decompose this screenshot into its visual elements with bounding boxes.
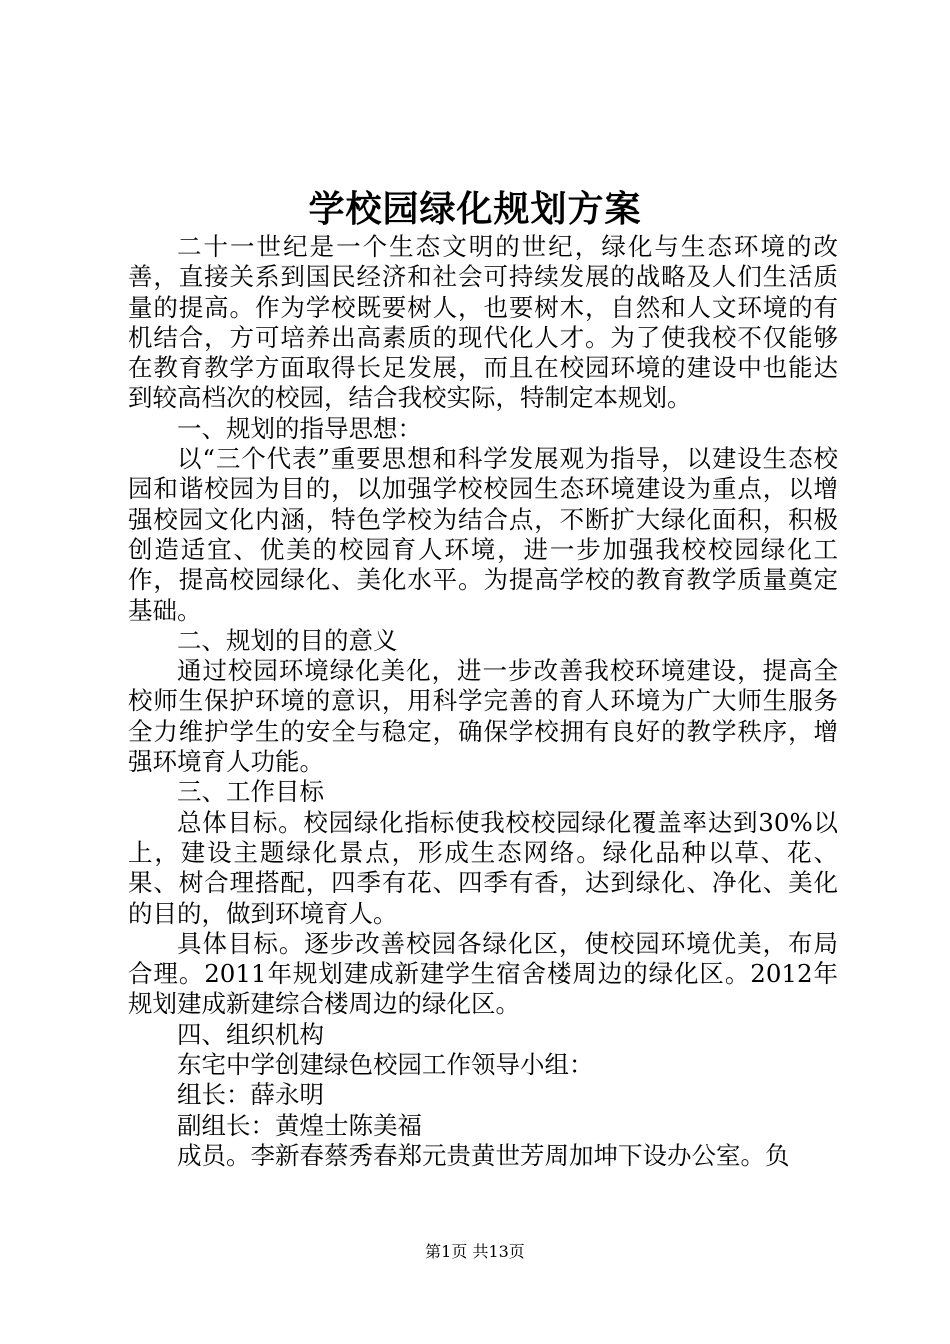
paragraph-group-leader: 组长：薛永明	[177, 1080, 324, 1110]
document-title: 学校园绿化规划方案	[308, 188, 642, 230]
section-heading-organization: 四、组织机构	[177, 1019, 324, 1049]
paragraph-deputy-leader: 副组长：黄煌士陈美福	[177, 1110, 422, 1140]
section-heading-guiding-ideology: 一、规划的指导思想：	[177, 413, 422, 443]
paragraph-guiding-ideology: 以“三个代表”重要思想和科学发展观为指导，以建设生态校园和谐校园为目的，以加强学校校园生态环境建设为重点，以增强校园文化内涵，特色学校为结合点，不断扩大绿化面积，积极创造适宜、优美的校园育人环境，进一步加强我校校园绿化工作，提高校园绿化、美化水平。为提高学校的教育教学质量奠定基础。	[128, 444, 838, 625]
section-heading-goals: 三、工作目标	[177, 777, 324, 807]
document-body	[128, 232, 838, 1171]
paragraph-specific-goal: 具体目标。逐步改善校园各绿化区，使校园环境优美，布局合理。2011年规划建成新建学生宿舍楼周边的绿化区。2012年规划建成新建综合楼周边的绿化区。	[128, 928, 838, 1019]
paragraph-intro: 二十一世纪是一个生态文明的世纪，绿化与生态环境的改善，直接关系到国民经济和社会可持续发展的战略及人们生活质量的提高。作为学校既要树人，也要树木，自然和人文环境的有机结合，方可培养出高素质的现代化人才。为了使我校不仅能够在教育教学方面取得长足发展，而且在校园环境的建设中也能达到较高档次的校园，结合我校实际，特制定本规划。	[128, 232, 838, 413]
paragraph-purpose: 通过校园环境绿化美化，进一步改善我校环境建设，提高全校师生保护环境的意识，用科学完善的育人环境为广大师生服务全力维护学生的安全与稳定，确保学校拥有良好的教学秩序，增强环境育人功能。	[128, 656, 838, 777]
paragraph-members: 成员。李新春蔡秀春郑元贵黄世芳周加坤下设办公室。负	[177, 1140, 790, 1170]
page-number-footer: 第1页 共13页	[425, 1242, 525, 1261]
paragraph-leading-group: 东宅中学创建绿色校园工作领导小组：	[177, 1050, 594, 1080]
section-heading-purpose: 二、规划的目的意义	[177, 625, 398, 655]
paragraph-overall-goal: 总体目标。校园绿化指标使我校校园绿化覆盖率达到30%以上，建设主题绿化景点，形成生态网络。绿化品种以草、花、果、树合理搭配，四季有花、四季有香，达到绿化、净化、美化的目的，做到环境育人。	[128, 807, 838, 928]
